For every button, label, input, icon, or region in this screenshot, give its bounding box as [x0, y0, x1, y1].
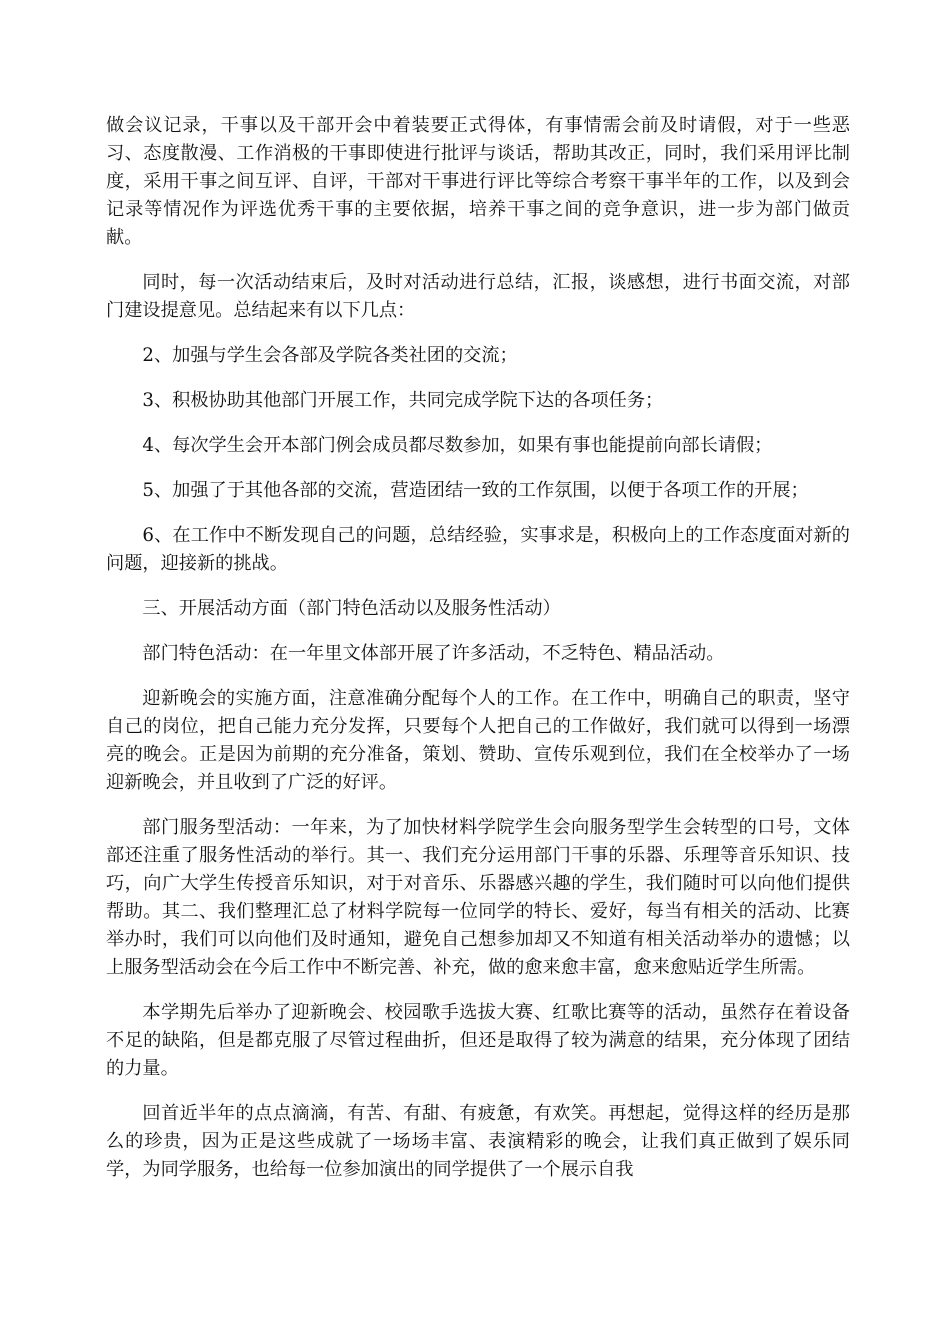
- section-heading-3: 三、开展活动方面（部门特色活动以及服务性活动）: [142, 598, 561, 619]
- paragraph-1: 做会议记录，干事以及干部开会中着装要正式得体，有事情需会前及时请假，对于一些恶习、态度散漫、工作消极的干事即使进行批评与谈话，帮助其改正，同时，我们采用评比制度，采用干事之间互评、自评，干部对干事进行评比等综合考察干事半年的工作，以及到会记录等情况作为评选优秀干事的主要依据，培养干事之间的竞争意识，进一步为部门做贡献。: [106, 115, 850, 248]
- list-item-2: 2、加强与学生会各部及学院各类社团的交流；: [142, 345, 518, 366]
- list-item-3: 3、积极协助其他部门开展工作，共同完成学院下达的各项任务；: [142, 390, 664, 411]
- paragraph-welcome-party: 迎新晚会的实施方面，注意准确分配每个人的工作。在工作中，明确自己的职责，坚守自己的岗位，把自己能力充分发挥，只要每个人把自己的工作做好，我们就可以得到一场漂亮的晚会。正是因为前期的充分准备，策划、赞助、宣传乐观到位，我们在全校举办了一场迎新晚会，并且收到了广泛的好评。: [106, 688, 850, 793]
- paragraph-semester-events: 本学期先后举办了迎新晚会、校园歌手选拔大赛、红歌比赛等的活动，虽然存在着设备不足的缺陷，但是都克服了尽管过程曲折，但还是取得了较为满意的结果，充分体现了团结的力量。: [106, 1002, 850, 1079]
- paragraph-featured-activities: 部门特色活动：在一年里文体部开展了许多活动，不乏特色、精品活动。: [142, 643, 725, 664]
- list-item-5: 5、加强了于其他各部的交流，营造团结一致的工作氛围，以便于各项工作的开展；: [142, 480, 809, 501]
- paragraph-2: 同时，每一次活动结束后，及时对活动进行总结，汇报，谈感想，进行书面交流，对部门建设提意见。总结起来有以下几点：: [106, 272, 850, 321]
- list-item-6: 6、在工作中不断发现自己的问题，总结经验，实事求是，积极向上的工作态度面对新的问题，迎接新的挑战。: [106, 525, 850, 574]
- paragraph-reflection: 回首近半年的点点滴滴，有苦、有甜、有疲惫，有欢笑。再想起，觉得这样的经历是那么的珍贵，因为正是这些成就了一场场丰富、表演精彩的晚会，让我们真正做到了娱乐同学，为同学服务，也给每一位参加演出的同学提供了一个展示自我: [106, 1103, 850, 1180]
- paragraph-service-activities: 部门服务型活动：一年来，为了加快材料学院学生会向服务型学生会转型的口号，文体部还注重了服务性活动的举行。其一、我们充分运用部门干事的乐器、乐理等音乐知识、技巧，向广大学生传授音乐知识，对于对音乐、乐器感兴趣的学生，我们随时可以向他们提供帮助。其二、我们整理汇总了材料学院每一位同学的特长、爱好，每当有相关的活动、比赛举办时，我们可以向他们及时通知，避免自己想参加却又不知道有相关活动举办的遗憾；以上服务型活动会在今后工作中不断完善、补充，做的愈来愈丰富，愈来愈贴近学生所需。: [106, 817, 850, 978]
- document-body: [106, 112, 850, 1201]
- list-item-4: 4、每次学生会开本部门例会成员都尽数参加，如果有事也能提前向部长请假；: [142, 435, 773, 456]
